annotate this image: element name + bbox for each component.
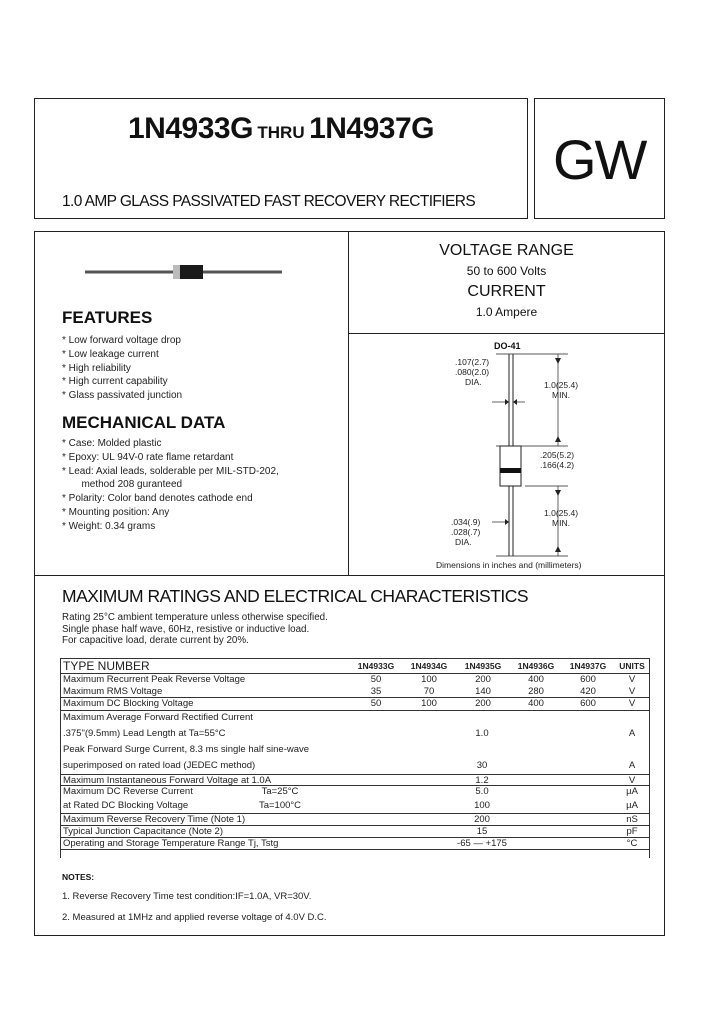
notes-title: NOTES: <box>62 872 95 882</box>
table-row: Operating and Storage Temperature Range Tj, Tstg -65 — +175 °C <box>60 838 650 850</box>
brand-logo-text: GW <box>553 128 646 191</box>
current-title: CURRENT <box>467 283 546 300</box>
list-item: * Low leakage current <box>62 348 159 360</box>
dim-length-bottom: 1.0(25.4) MIN. <box>544 508 579 528</box>
list-item: * Mounting position: Any <box>62 506 170 518</box>
part-to: 1N4937G <box>309 112 434 145</box>
divider-section <box>34 575 665 576</box>
part-number-title <box>128 112 434 146</box>
list-item: method 208 guranteed <box>62 479 183 491</box>
voltage-range-value: 50 to 600 Volts <box>466 264 547 278</box>
list-item: * Low forward voltage drop <box>62 335 181 346</box>
list-item: * High reliability <box>62 362 131 374</box>
table-row: Maximum Average Forward Rectified Current .375"(9.5mm) Lead Length at Ta=55°C 1.0 A <box>63 711 636 739</box>
conditions-text: Rating 25°C ambient temperature unless otherwise specified. Single phase half wave, 60Hz, resistive or inductive load. For capacitive load, derate current by 20%. <box>62 612 328 646</box>
subtitle: 1.0 AMP GLASS PASSIVATED FAST RECOVERY RECTIFIERS <box>62 193 476 210</box>
table-row: Maximum Instantaneous Forward Voltage at 1.0A 1.2 V <box>60 775 650 787</box>
note-2: 2. Measured at 1MHz and applied reverse voltage of 4.0V D.C. <box>62 912 327 923</box>
table-row: Typical Junction Capacitance (Note 2) 15 pF <box>60 826 650 838</box>
table-row: Maximum Recurrent Peak Reverse Voltage 50 100 200 400 600 V <box>63 674 636 685</box>
current-value: 1.0 Ampere <box>475 305 538 319</box>
characteristics-title: MAXIMUM RATINGS AND ELECTRICAL CHARACTERISTICS <box>62 586 529 606</box>
package-name: DO-41 <box>494 341 521 351</box>
table-header-row: TYPE NUMBER 1N4933G 1N4934G 1N4935G 1N4936G 1N4937G UNITS <box>60 658 650 674</box>
part-from: 1N4933G <box>128 112 253 145</box>
list-item: * Case: Molded plastic <box>62 438 162 449</box>
dim-length-top: 1.0(25.4) MIN. <box>544 380 579 400</box>
thru-label: THRU <box>257 123 305 142</box>
list-item: * Weight: 0.34 grams <box>62 520 156 532</box>
dim-wire-dia: .034(.9) .028(.7) DIA. <box>451 517 481 547</box>
dim-lead-dia: .107(2.7) .080(2.0) DIA. <box>455 357 490 387</box>
voltage-range-title: VOLTAGE RANGE <box>439 242 574 259</box>
diode-illustration <box>84 262 284 282</box>
table-row: Maximum Reverse Recovery Time (Note 1) 200 nS <box>60 814 650 826</box>
table-row: Maximum DC Blocking Voltage 50 100 200 400 600 V <box>60 698 650 711</box>
mechanical-title: MECHANICAL DATA <box>62 413 226 432</box>
brand-logo <box>553 128 646 191</box>
ratings-table <box>60 658 650 850</box>
list-item: * High current capability <box>62 376 168 388</box>
table-row: Maximum DC Reverse Current Ta=25°C 5.0 µA at Rated DC Blocking Voltage Ta=100°C 100 µA <box>60 786 650 814</box>
list-item: * Glass passivated junction <box>62 390 183 402</box>
list-item: * Lead: Axial leads, solderable per MIL-STD-202, <box>62 465 279 477</box>
list-item: * Polarity: Color band denotes cathode end <box>62 493 253 505</box>
table-row: Peak Forward Surge Current, 8.3 ms single half sine-wave superimposed on rated load (JEDEC method) 30 A <box>60 743 650 775</box>
mechanical-list <box>62 437 279 534</box>
features-title: FEATURES <box>62 308 153 327</box>
table-row: Maximum RMS Voltage 35 70 140 280 420 V <box>60 686 650 698</box>
divider-rating <box>348 333 665 334</box>
list-item: * Epoxy: UL 94V-0 rate flame retardant <box>62 451 234 463</box>
dimensions-note: Dimensions in inches and (millimeters) <box>436 560 582 570</box>
note-1: 1. Reverse Recovery Time test condition:IF=1.0A, VR=30V. <box>62 891 312 902</box>
dim-body: .205(5.2) .166(4.2) <box>540 450 575 470</box>
features-list <box>62 334 182 403</box>
